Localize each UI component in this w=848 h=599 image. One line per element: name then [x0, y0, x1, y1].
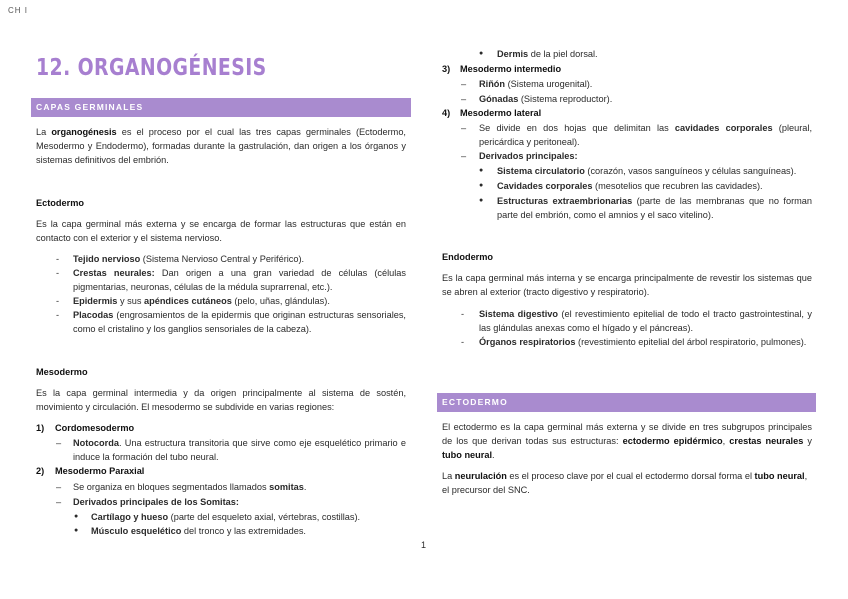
header-label: CH I	[8, 6, 28, 15]
list-marker: –	[461, 94, 467, 104]
page-title: 12. ORGANOGÉNESIS	[36, 55, 267, 81]
list-item: Se divide en dos hojas que delimitan las cavidades corporales (pleural, pericárdica y peritoneal).	[479, 123, 812, 147]
list-item: Riñón (Sistema urogenital).	[479, 79, 593, 89]
list-marker: –	[461, 123, 467, 133]
ectodermo-description: Es la capa germinal más externa y se encarga de formar las estructuras que están en contacto con el exterior y el sistema nervioso.	[36, 219, 406, 243]
endodermo-description: Es la capa germinal más interna y se encarga principalmente de revestir los sistemas que se abren al exterior (tracto digestivo y respiratorio).	[442, 273, 812, 297]
list-marker: -	[461, 337, 465, 347]
list-item: Se organiza en bloques segmentados llamados somitas.	[73, 482, 307, 492]
bullet-marker: ●	[479, 50, 484, 57]
list-item: Gónadas (Sistema reproductor).	[479, 94, 613, 104]
list-item: Crestas neurales: Dan origen a una gran variedad de células (células pigmentarias, neuronas, células de la médula suprarrenal, etc.).	[73, 268, 406, 292]
bullet-marker: ●	[479, 167, 484, 174]
list-item: Placodas (engrosamientos de la epidermis que originan estructuras sensoriales, como el cristalino y los ganglios sensoriales de la cabeza).	[73, 310, 406, 334]
list-marker: -	[461, 309, 465, 319]
list-item: Epidermis y sus apéndices cutáneos (pelo, uñas, glándulas).	[73, 296, 330, 306]
number-marker: 4)	[442, 108, 451, 118]
number-marker: 2)	[36, 466, 45, 476]
subheading-mesodermo-lateral: Mesodermo lateral	[460, 108, 542, 118]
intro-paragraph: La organogénesis es el proceso por el cual las tres capas germinales (Ectodermo, Mesodermo y Endodermo), formadas durante la gastrulación, dan origen a los órganos y sistemas definitivos del embrión.	[36, 127, 406, 165]
subheading-cordomesodermo: Cordomesodermo	[55, 423, 135, 433]
list-item: Cartílago y hueso (parte del esqueleto axial, vértebras, costillas).	[91, 512, 361, 522]
mesodermo-heading: Mesodermo	[36, 367, 88, 377]
list-item: Tejido nervioso (Sistema Nervioso Central y Periférico).	[73, 254, 305, 264]
list-marker: –	[56, 438, 62, 448]
list-item: Derivados principales de los Somitas:	[73, 497, 239, 507]
list-item: Músculo esquelético del tronco y las extremidades.	[91, 526, 306, 536]
list-item: Sistema circulatorio (corazón, vasos sanguíneos y células sanguíneas).	[497, 166, 797, 176]
bullet-marker: ●	[74, 527, 79, 534]
ectodermo-heading: Ectodermo	[36, 198, 84, 208]
list-marker: -	[56, 254, 60, 264]
subheading-mesodermo-paraxial: Mesodermo Paraxial	[55, 466, 145, 476]
list-item: Sistema digestivo (el revestimiento epitelial de todo el tracto gastrointestinal, y las glándulas anexas como el hígado y el páncreas).	[479, 309, 812, 333]
list-item: Dermis de la piel dorsal.	[497, 49, 598, 59]
list-marker: –	[461, 151, 467, 161]
bullet-marker: ●	[479, 182, 484, 189]
subheading-mesodermo-intermedio: Mesodermo intermedio	[460, 64, 562, 74]
section-band-ectodermo: ECTODERMO	[437, 393, 816, 412]
page-number: 1	[421, 540, 427, 550]
bullet-marker: ●	[74, 513, 79, 520]
ectodermo-paragraph: El ectodermo es la capa germinal más externa y se divide en tres subgrupos principales de los que derivan todas sus estructuras: ectodermo epidérmico, crestas neurales y tubo neural.	[442, 422, 812, 460]
number-marker: 3)	[442, 64, 451, 74]
list-item: Cavidades corporales (mesotelios que recubren las cavidades).	[497, 181, 763, 191]
list-marker: –	[56, 482, 62, 492]
list-marker: -	[56, 310, 60, 320]
endodermo-heading: Endodermo	[442, 252, 494, 262]
number-marker: 1)	[36, 423, 45, 433]
list-item: Derivados principales:	[479, 151, 578, 161]
bullet-marker: ●	[479, 197, 484, 204]
list-marker: -	[56, 268, 60, 278]
list-item: Estructuras extraembrionarias (parte de las membranas que no forman parte del embrión, como el amnios y el saco vitelino).	[497, 196, 813, 220]
list-marker: –	[461, 79, 467, 89]
list-marker: –	[56, 497, 62, 507]
mesodermo-description: Es la capa germinal intermedia y da origen principalmente al sistema de sostén, movimiento y circulación. El mesodermo se subdivide en varias regiones:	[36, 388, 406, 412]
section-band-capas-germinales: CAPAS GERMINALES	[31, 98, 411, 117]
list-marker: -	[56, 296, 60, 306]
list-item: Órganos respiratorios (revestimiento epitelial del árbol respiratorio, pulmones).	[479, 337, 807, 347]
list-item: Notocorda. Una estructura transitoria que sirve como eje esquelético primario e induce la formación del tubo neural.	[73, 438, 406, 462]
neurulacion-paragraph: La neurulación es el proceso clave por el cual el ectodermo dorsal forma el tubo neural, el precursor del SNC.	[442, 471, 808, 495]
